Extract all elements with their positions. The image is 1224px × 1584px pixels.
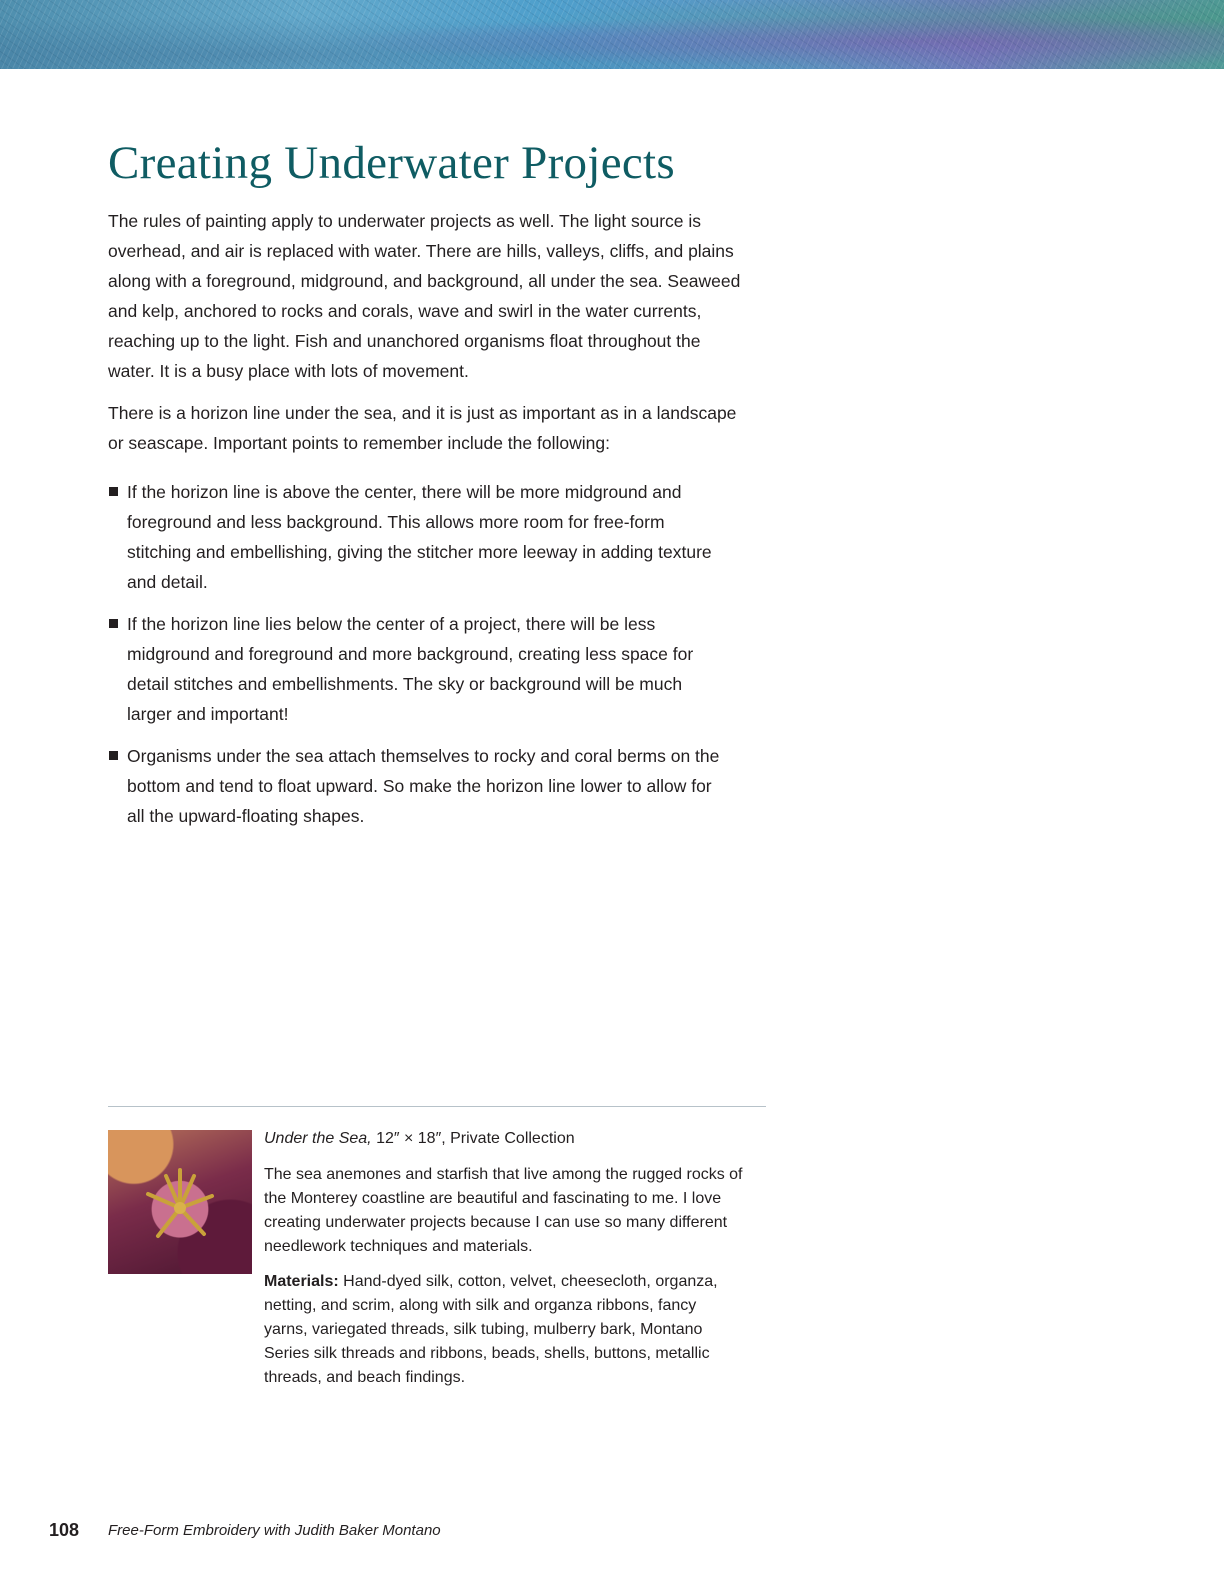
horizon-paragraph: There is a horizon line under the sea, and it is just as important as in a landscape or seascape. Important points to remember include the following:	[108, 403, 737, 453]
artwork-description: The sea anemones and starfish that live among the rugged rocks of the Monterey coastline are beautiful and fascinating to me. I love creating underwater projects because I can use so many different needlework techniques and materials.	[264, 1166, 743, 1255]
materials-paragraph	[264, 1270, 744, 1390]
list-item	[108, 609, 728, 729]
bullet-list	[108, 477, 728, 843]
caption-divider	[108, 1106, 766, 1107]
starfish-stitch-icon	[108, 1130, 252, 1274]
bullet-text: Organisms under the sea attach themselves to rocky and coral berms on the bottom and tend to float upward. So make the horizon line lower to allow for all the upward-floating shapes.	[127, 746, 720, 826]
artwork-thumbnail	[108, 1130, 252, 1274]
list-item	[108, 477, 728, 597]
materials-text: Hand-dyed silk, cotton, velvet, cheesecloth, organza, netting, and scrim, along with silk and organza ribbons, fancy yarns, variegated threads, silk tubing, mulberry bark, Montano Series silk threads and ribbons, beads, shells, buttons, metallic threads, and beach findings.	[264, 1273, 718, 1386]
square-bullet-icon	[109, 751, 118, 760]
artwork-caption-title	[264, 1127, 744, 1151]
header-banner	[0, 0, 1224, 69]
artwork-details: 12″ × 18″, Private Collection	[371, 1130, 575, 1147]
intro-paragraph: The rules of painting apply to underwater projects as well. The light source is overhead, and air is replaced with water. There are hills, valleys, cliffs, and plains along with a foreground, midground, and background, all under the sea. Seaweed and kelp, anchored to rocks and corals, wave and swirl in the water currents, reaching up to the light. Fish and unanchored organisms float throughout the water. It is a busy place with lots of movement.	[108, 211, 741, 381]
page-number: 108	[49, 1520, 80, 1540]
running-footer-book-title: Free-Form Embroidery with Judith Baker Montano	[108, 1522, 441, 1539]
bullet-text: If the horizon line lies below the center of a project, there will be less midground and foreground and more background, creating less space for detail stitches and embellishments. The sky or background will be much larger and important!	[127, 614, 694, 724]
artwork-title: Under the Sea,	[264, 1130, 372, 1147]
materials-label: Materials:	[264, 1273, 339, 1290]
square-bullet-icon	[109, 487, 118, 496]
square-bullet-icon	[109, 619, 118, 628]
bullet-text: If the horizon line is above the center, there will be more midground and foreground and less background. This allows more room for free-form stitching and embellishing, giving the stitcher more leeway in adding texture and detail.	[127, 482, 712, 592]
page-title: Creating Underwater Projects	[108, 137, 675, 189]
list-item	[108, 741, 728, 831]
